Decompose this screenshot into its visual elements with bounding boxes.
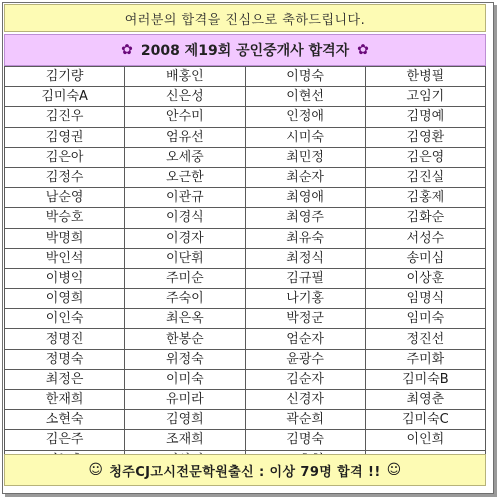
name-cell: 이현선 [245, 87, 365, 107]
name-cell: 정진선 [365, 329, 485, 349]
name-cell: 위정숙 [125, 349, 245, 369]
name-cell: 김명숙 [245, 430, 365, 450]
name-cell: 나기홍 [245, 289, 365, 309]
name-cell: 이경식 [125, 208, 245, 228]
name-cell: 배홍인 [125, 67, 245, 87]
table-row [5, 228, 486, 248]
name-cell: 오세중 [125, 147, 245, 167]
name-cell: 주미화 [365, 349, 485, 369]
name-cell: 김영환 [365, 127, 485, 147]
smile-icon-right: ☺ [386, 462, 402, 478]
name-cell: 남순영 [5, 188, 125, 208]
name-cell: 박정군 [245, 309, 365, 329]
name-cell: 한봉순 [125, 329, 245, 349]
table-row [5, 268, 486, 288]
name-cell: 안수미 [125, 107, 245, 127]
name-cell: 김은영 [365, 147, 485, 167]
name-cell: 김홍제 [365, 188, 485, 208]
name-cell: 윤광수 [245, 349, 365, 369]
name-cell: 인정애 [245, 107, 365, 127]
table-row [5, 107, 486, 127]
table-row [5, 127, 486, 147]
smile-icon-left: ☺ [88, 462, 104, 478]
name-cell: 신경자 [245, 390, 365, 410]
table-row [5, 369, 486, 389]
name-cell: 김진실 [365, 167, 485, 187]
name-cell: 정명진 [5, 329, 125, 349]
flower-icon-left: ✿ [121, 42, 133, 58]
table-row [5, 87, 486, 107]
name-cell: 이영희 [5, 289, 125, 309]
table-row [5, 67, 486, 87]
name-cell: 오근한 [125, 167, 245, 187]
table-row [5, 147, 486, 167]
table-row [5, 208, 486, 228]
name-cell: 이명숙 [245, 67, 365, 87]
name-cell: 신은성 [125, 87, 245, 107]
name-cell: 이인희 [365, 430, 485, 450]
name-cell: 정명숙 [5, 349, 125, 369]
table-row [5, 248, 486, 268]
name-cell: 최영춘 [365, 390, 485, 410]
name-cell: 이병익 [5, 268, 125, 288]
name-cell: 최영애 [245, 188, 365, 208]
name-cell: 이상훈 [365, 268, 485, 288]
name-cell: 김규필 [245, 268, 365, 288]
name-cell: 김명예 [365, 107, 485, 127]
name-cell: 이단휘 [125, 248, 245, 268]
name-cell: 김화순 [365, 208, 485, 228]
name-cell: 조재희 [125, 430, 245, 450]
congratulations-banner [4, 4, 486, 32]
name-cell: 김은아 [5, 147, 125, 167]
name-cell: 김순자 [245, 369, 365, 389]
name-cell: 소현숙 [5, 410, 125, 430]
name-cell: 엄순자 [245, 329, 365, 349]
name-cell: 최유숙 [245, 228, 365, 248]
name-cell: 김기량 [5, 67, 125, 87]
table-row [5, 289, 486, 309]
name-cell: 최순자 [245, 167, 365, 187]
table-row [5, 349, 486, 369]
congratulations-text: 여러분의 합격을 진심으로 축하드립니다. [124, 12, 366, 28]
name-cell: 김영권 [5, 127, 125, 147]
name-cell: 이관규 [125, 188, 245, 208]
name-cell: 엄유선 [125, 127, 245, 147]
name-cell: 박인석 [5, 248, 125, 268]
name-cell: 고임기 [365, 87, 485, 107]
table-row [5, 410, 486, 430]
list-title: 2008 제19회 공인중개사 합격자 [140, 43, 350, 59]
name-cell: 김미숙C [365, 410, 485, 430]
name-cell: 김미숙B [365, 369, 485, 389]
name-cell: 김정수 [5, 167, 125, 187]
name-cell: 송미심 [365, 248, 485, 268]
table-row [5, 309, 486, 329]
name-cell: 주숙이 [125, 289, 245, 309]
name-cell: 한재희 [5, 390, 125, 410]
table-row [5, 390, 486, 410]
name-cell: 임미숙 [365, 309, 485, 329]
name-cell: 한병필 [365, 67, 485, 87]
name-cell: 박명희 [5, 228, 125, 248]
name-cell: 최영주 [245, 208, 365, 228]
name-cell: 박승호 [5, 208, 125, 228]
name-cell: 김미숙A [5, 87, 125, 107]
table-row [5, 167, 486, 187]
name-cell: 김은주 [5, 430, 125, 450]
name-cell: 이미숙 [125, 369, 245, 389]
passer-name-table [4, 66, 486, 471]
name-cell: 최민정 [245, 147, 365, 167]
name-cell: 주미순 [125, 268, 245, 288]
name-cell: 임명식 [365, 289, 485, 309]
list-title-bar [4, 34, 486, 66]
name-cell: 김영희 [125, 410, 245, 430]
flower-icon-right: ✿ [357, 42, 369, 58]
table-row [5, 188, 486, 208]
academy-result-banner [4, 454, 486, 486]
academy-result-text: 청주CJ고시전문학원출신 : 이상 79명 합격 !! [109, 464, 381, 480]
name-cell: 최정식 [245, 248, 365, 268]
name-cell: 시미숙 [245, 127, 365, 147]
table-row [5, 430, 486, 450]
name-cell: 유미라 [125, 390, 245, 410]
name-cell: 최은옥 [125, 309, 245, 329]
name-cell: 최정은 [5, 369, 125, 389]
name-cell: 이인숙 [5, 309, 125, 329]
table-row [5, 329, 486, 349]
name-cell: 서성수 [365, 228, 485, 248]
name-cell: 김진우 [5, 107, 125, 127]
name-cell: 이경자 [125, 228, 245, 248]
name-cell: 곽순희 [245, 410, 365, 430]
